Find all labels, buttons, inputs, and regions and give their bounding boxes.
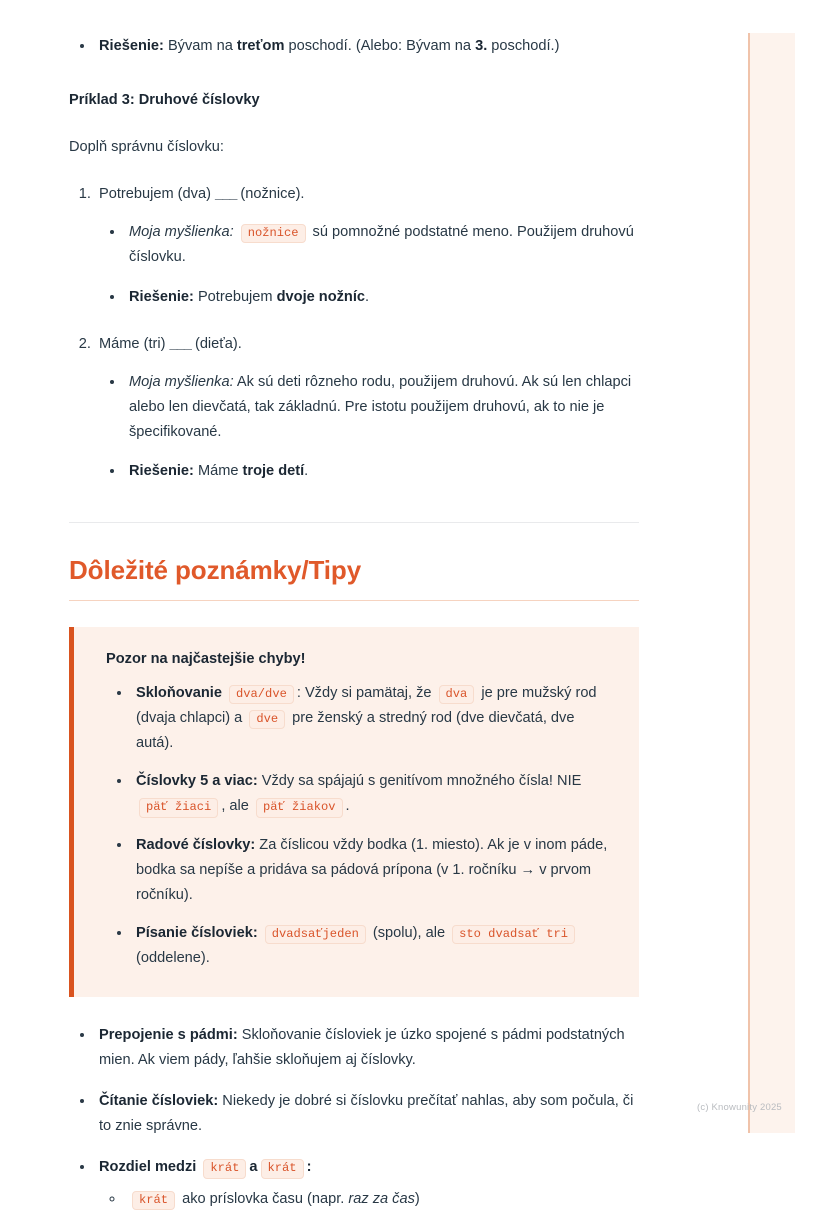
solution-text-2: poschodí. (Alebo: Bývam na: [284, 38, 476, 54]
spacer: [69, 61, 639, 88]
tips-list: [69, 1023, 639, 1212]
tip-sub-list: [99, 1187, 639, 1212]
tip-text: Skloňovanie čísloviek je úzko spojené s pádmi podstatných mien. Ak viem pády, ľahšie skloňujem aj číslovky.: [99, 1027, 625, 1069]
list-item: [95, 1023, 639, 1073]
callout-item-text: : Vždy si pamätaj, že: [296, 685, 436, 702]
solution-suffix: .: [304, 463, 309, 480]
list-item: [125, 285, 639, 310]
list-item: [95, 1155, 639, 1211]
list-item: [125, 459, 639, 484]
code-chip: krát: [132, 1191, 175, 1210]
code-chip: päť žiaci: [139, 798, 218, 817]
code-chip: sto dvadsať tri: [452, 925, 575, 944]
code-chip: päť žiakov: [256, 798, 343, 817]
callout-item-label: Skloňovanie: [136, 685, 222, 702]
list-item: [95, 34, 639, 59]
question-prompt-post: (dieťa).: [190, 335, 242, 352]
tip-label: Čítanie čísloviek:: [99, 1093, 219, 1110]
list-item: [125, 1187, 639, 1212]
question-detail-list: [99, 370, 639, 484]
document-content: [69, 0, 639, 1228]
top-solution-list: [69, 34, 639, 59]
tip-sub-text: ako príslovka času (napr.: [178, 1190, 349, 1207]
list-item: [125, 220, 639, 270]
tip-text: Niekedy je dobré si číslovku prečítať nahlas, aby som počula, či to znie správne.: [99, 1093, 634, 1135]
example-heading: [69, 88, 639, 113]
code-chip: dva/dve: [229, 685, 294, 704]
copyright-watermark: (c) Knowunity 2025: [697, 1102, 782, 1113]
callout-title: Pozor na najčastejšie chyby!: [106, 651, 306, 668]
question-detail-list: [99, 220, 639, 309]
list-item: [132, 681, 613, 756]
section-divider: [69, 522, 639, 523]
code-chip: krát: [203, 1159, 246, 1178]
list-item: [95, 182, 639, 309]
callout-item-text: [258, 925, 262, 941]
thought-label: Moja myšlienka:: [129, 373, 234, 390]
solution-answer: troje detí: [242, 463, 305, 480]
tip-sub-example: raz za čas: [348, 1190, 415, 1207]
warning-callout: [69, 627, 639, 997]
tip-colon: :: [306, 1159, 312, 1176]
callout-item-text: Vždy sa spájajú s genitívom množného čísla! NIE: [257, 773, 582, 790]
list-item: [132, 921, 613, 971]
question-prompt-pre: Potrebujem (dva): [99, 186, 215, 203]
code-chip: dva: [439, 685, 475, 704]
callout-item-text: Za číslicou vždy bodka (1. miesto). Ak je v inom páde, bodka sa nepíše a pridáva sa pádová prípona (v 1. ročníku → v prvom ročníku).: [136, 836, 608, 903]
solution-label: Riešenie:: [129, 288, 194, 305]
callout-item-text: .: [345, 798, 350, 815]
code-chip: dve: [249, 710, 285, 729]
page-title: Dôležité poznámky/Tipy: [69, 556, 639, 601]
tip-sub-suffix: ): [414, 1190, 420, 1207]
page-side-strip: [748, 33, 795, 1133]
solution-suffix: .: [365, 288, 370, 305]
list-item: [95, 332, 639, 484]
question-prompt-pre: Máme (tri): [99, 335, 170, 352]
thought-text: Ak sú deti rôzneho rodu, použijem druhovú. Ak sú len chlapci alebo len dievčatá, tak základnú. Pre istotu použijem druhovú, ak to nie je špecifikované.: [129, 373, 632, 440]
callout-item-label: Písanie čísloviek:: [136, 924, 258, 941]
instruction-text: Doplň správnu číslovku:: [69, 139, 224, 156]
thought-text: sú pomnožné podstatné meno. Použijem druhovú číslovku.: [129, 224, 634, 266]
solution-label: Riešenie:: [99, 38, 164, 54]
callout-item-text: (spolu), ale: [368, 924, 450, 941]
tip-conjunction: a: [249, 1159, 258, 1176]
solution-bold-1: treťom: [236, 38, 285, 54]
spacer: [69, 113, 639, 135]
code-chip: nožnice: [241, 224, 306, 243]
tip-label: Rozdiel medzi: [99, 1159, 197, 1176]
solution-answer: dvoje nožníc: [276, 288, 366, 305]
question-list: [69, 182, 639, 484]
question-prompt-post: (nožnice).: [236, 186, 305, 203]
list-item: [132, 833, 613, 908]
tip-label: Prepojenie s pádmi:: [99, 1027, 238, 1044]
thought-label: Moja myšlienka:: [129, 224, 234, 241]
solution-text-1: Bývam na: [163, 38, 237, 54]
spacer: [69, 160, 639, 182]
code-chip: dvadsaťjeden: [265, 925, 366, 944]
answer-blank: ___: [169, 335, 191, 352]
answer-blank: ___: [215, 186, 237, 203]
callout-item-text: (oddelene).: [136, 949, 210, 966]
solution-bold-2: 3.: [475, 38, 488, 54]
solution-text-3: poschodí.): [487, 38, 560, 54]
callout-item-text: pre ženský a stredný rod (dve dievčatá, dve autá).: [136, 710, 575, 752]
list-item: [95, 1089, 639, 1139]
callout-list: [96, 681, 613, 971]
callout-item-text: , ale: [221, 798, 253, 815]
callout-item-label: Radové číslovky:: [136, 836, 256, 853]
list-item: [132, 769, 613, 819]
solution-label: Riešenie:: [129, 463, 194, 480]
list-item: [125, 370, 639, 445]
solution-text: Potrebujem: [193, 288, 277, 305]
code-chip: krát: [261, 1159, 304, 1178]
callout-item-text: je pre mužský rod (dvaja chlapci) a: [136, 685, 597, 727]
solution-text: Máme: [193, 463, 243, 480]
callout-item-label: Číslovky 5 a viac:: [136, 773, 258, 790]
example-heading-text: Príklad 3: Druhové číslovky: [69, 92, 260, 109]
